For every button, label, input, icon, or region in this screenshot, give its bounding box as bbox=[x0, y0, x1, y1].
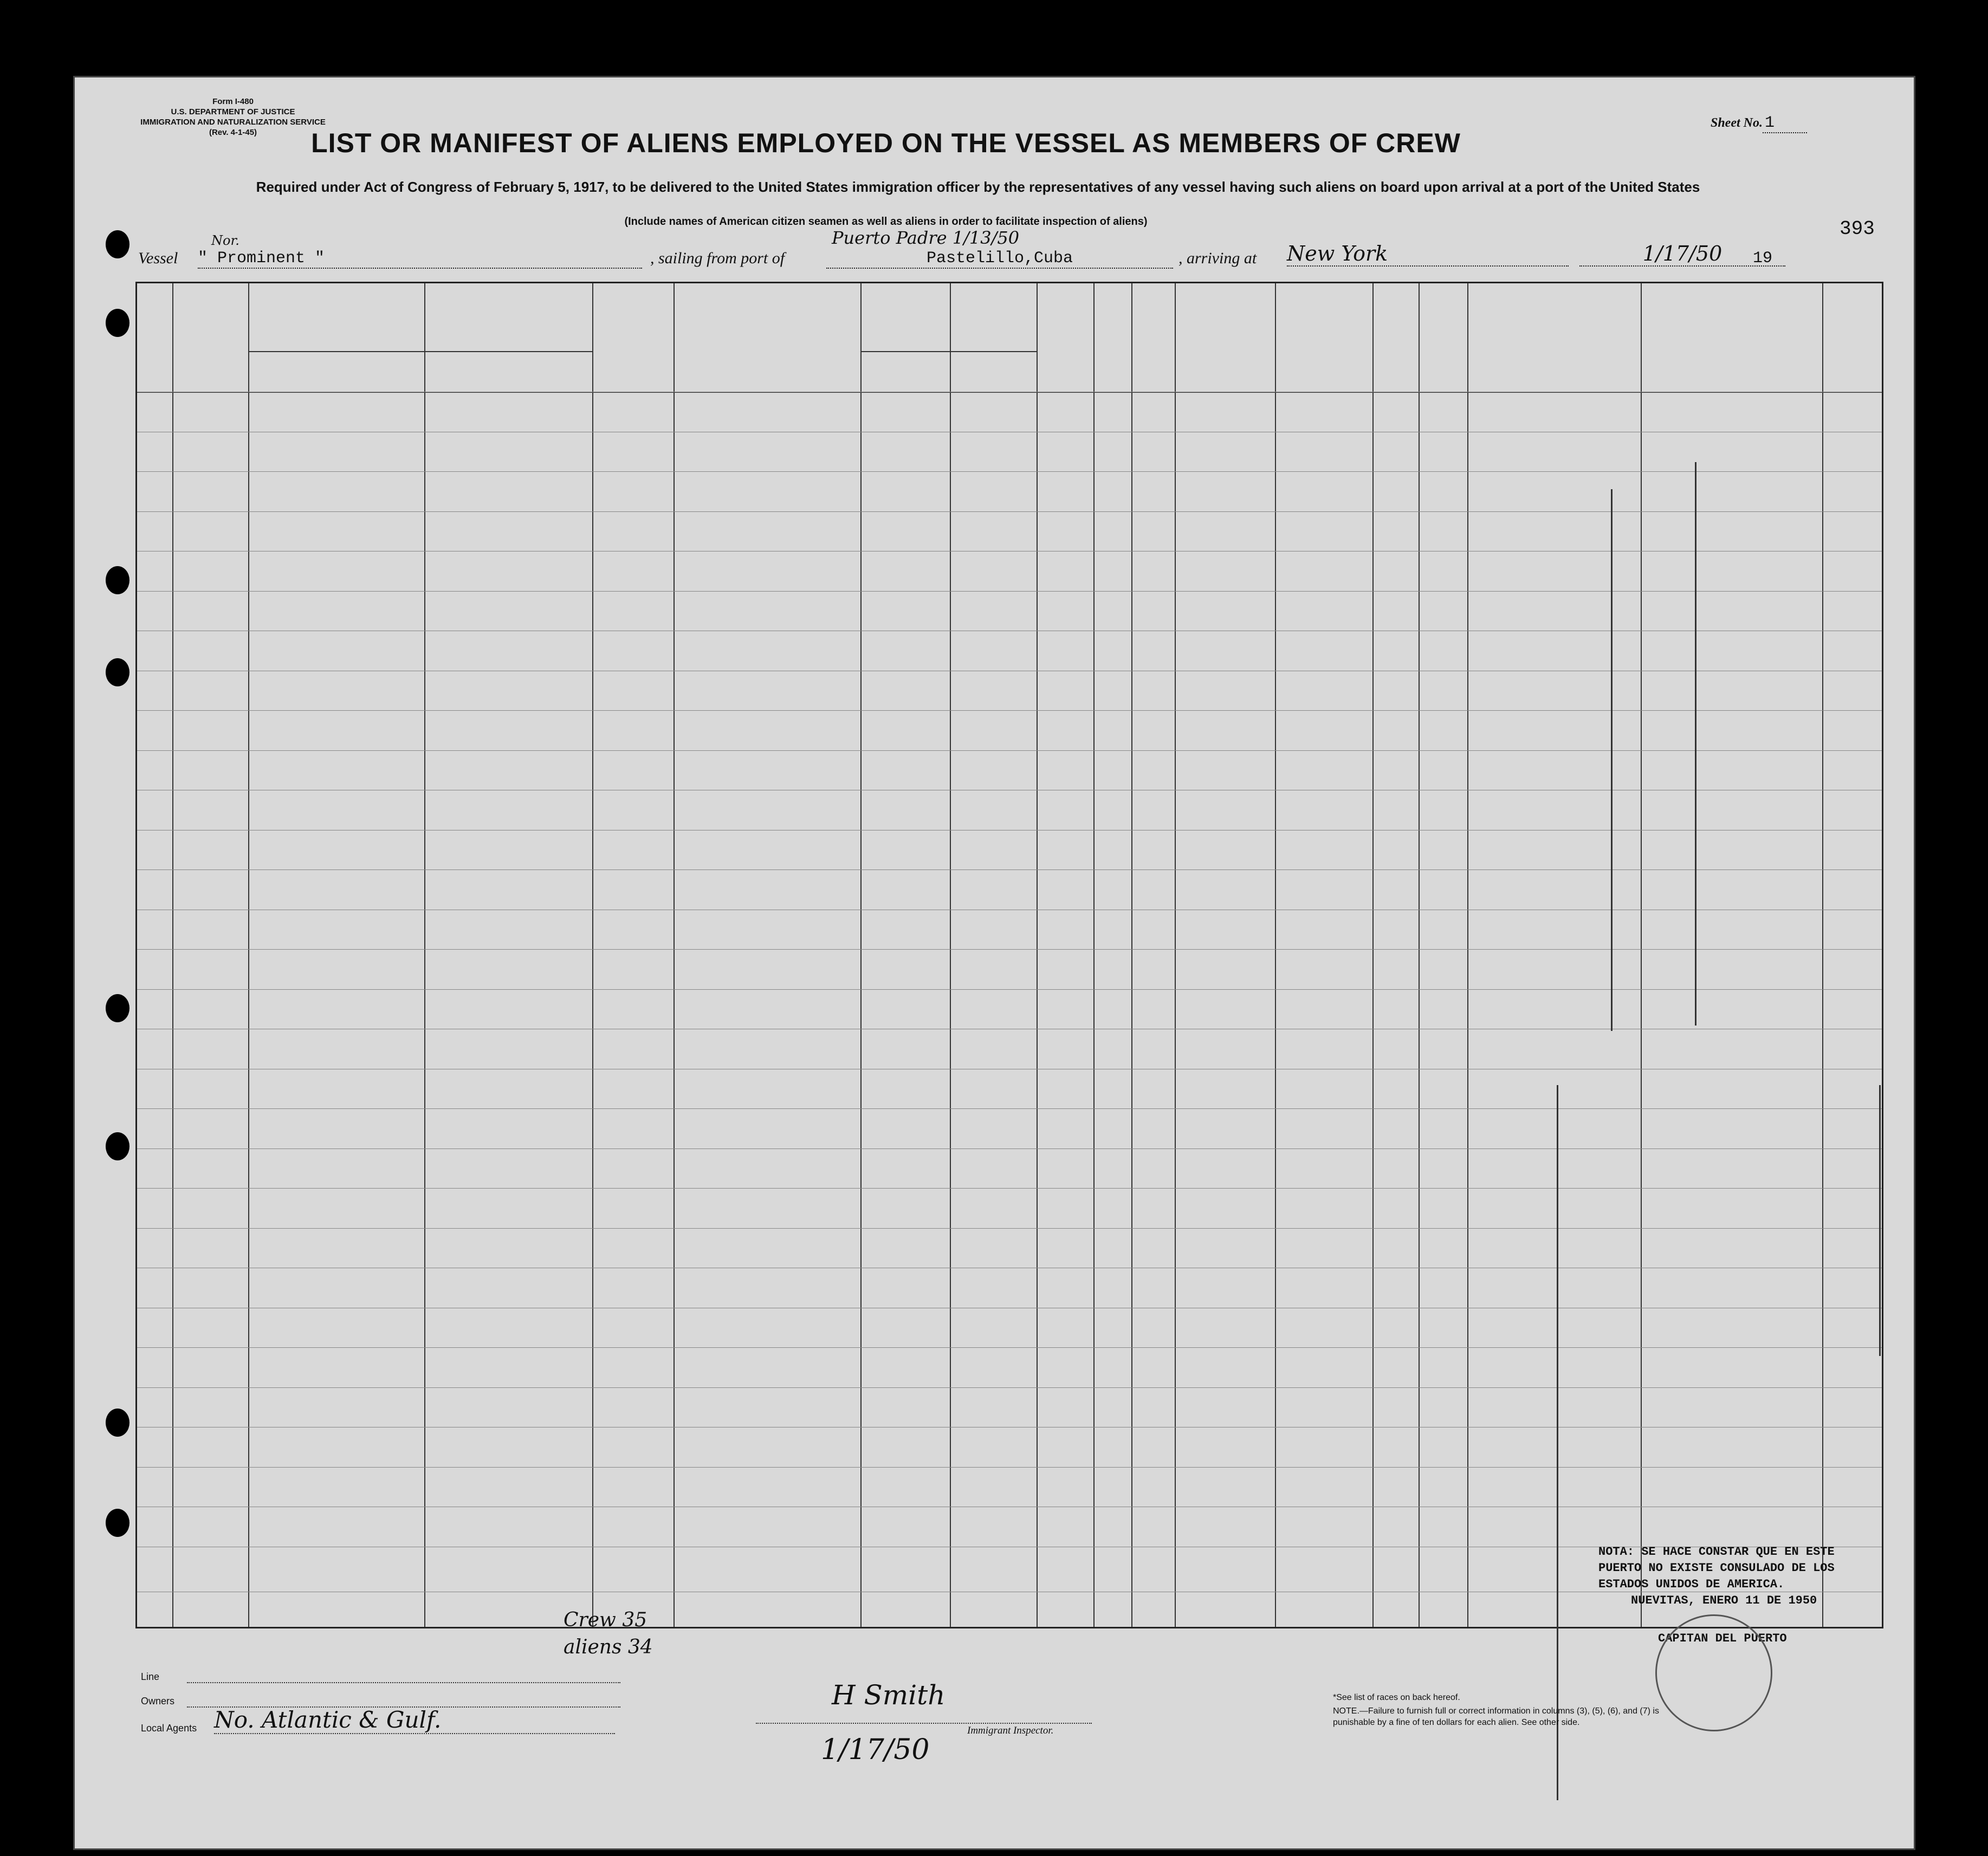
row-rule bbox=[137, 869, 1882, 870]
nota-line-5: CAPITAN DEL PUERTO bbox=[1658, 1632, 1787, 1645]
punch-hole bbox=[106, 1509, 129, 1537]
page-subtitle: Required under Act of Congress of February 5, 1917, to be delivered to the United States immigration officer by the representatives of any vessel having such aliens on board upon arrival at a port of the United States bbox=[256, 179, 1700, 195]
vessel-line bbox=[138, 228, 1872, 274]
row-rule bbox=[137, 1347, 1882, 1348]
service-name: IMMIGRATION AND NATURALIZATION SERVICE bbox=[140, 118, 326, 127]
remarks-bracket-line bbox=[1611, 489, 1613, 1031]
row-rule bbox=[137, 1108, 1882, 1109]
manifest-page bbox=[73, 76, 1915, 1850]
sheet-number bbox=[1711, 114, 1807, 132]
column-divider bbox=[1093, 283, 1095, 1627]
punch-hole bbox=[106, 1132, 129, 1160]
inspector-signature: H Smith bbox=[832, 1679, 946, 1711]
column-divider bbox=[1372, 283, 1374, 1627]
nota-line-3: ESTADOS UNIDOS DE AMERICA. bbox=[1598, 1578, 1785, 1591]
inspector-label: Immigrant Inspector. bbox=[967, 1725, 1054, 1736]
row-rule bbox=[137, 1228, 1882, 1229]
form-revision: (Rev. 4-1-45) bbox=[209, 128, 257, 137]
port-handwritten: Puerto Padre 1/13/50 bbox=[832, 228, 1020, 248]
row-rule bbox=[137, 949, 1882, 950]
agents-label: Local Agents bbox=[141, 1723, 197, 1734]
punch-hole bbox=[106, 1409, 129, 1437]
column-divider bbox=[860, 283, 862, 1627]
remarks-bracket-line bbox=[1557, 1085, 1558, 1800]
fine-note: NOTE.—Failure to furnish full or correct information in columns (3), (5), (6), and (7) is punishable by a fine of ten dollars for each alien. See other side. bbox=[1333, 1706, 1659, 1727]
nota-line-4: NUEVITAS, ENERO 11 DE 1950 bbox=[1631, 1594, 1817, 1607]
column-divider bbox=[1131, 283, 1132, 1627]
row-rule bbox=[137, 1387, 1882, 1388]
column-divider bbox=[248, 283, 249, 1627]
subheader-divider bbox=[860, 351, 1037, 352]
punch-hole bbox=[106, 658, 129, 686]
column-divider bbox=[1175, 283, 1176, 1627]
sheet-value: 1 bbox=[1763, 114, 1807, 133]
column-divider bbox=[592, 283, 593, 1627]
vessel-name: " Prominent " bbox=[198, 249, 642, 269]
vessel-annotation: Nor. bbox=[211, 233, 239, 248]
row-rule bbox=[137, 1148, 1882, 1149]
row-rule bbox=[137, 511, 1882, 512]
punch-hole bbox=[106, 566, 129, 594]
column-divider bbox=[172, 283, 173, 1627]
row-rule bbox=[137, 1467, 1882, 1468]
nota-line-2: PUERTO NO EXISTE CONSULADO DE LOS bbox=[1598, 1561, 1835, 1575]
nota-line-1: NOTA: SE HACE CONSTAR QUE EN ESTE bbox=[1598, 1545, 1835, 1559]
form-number: Form I-480 bbox=[212, 97, 254, 106]
port-typed: Pastelillo,Cuba bbox=[826, 249, 1173, 269]
inspector-date: 1/17/50 bbox=[821, 1734, 930, 1766]
inspector-rule bbox=[756, 1723, 1092, 1724]
column-divider bbox=[674, 283, 675, 1627]
line-rule bbox=[187, 1682, 620, 1683]
column-divider bbox=[950, 283, 951, 1627]
row-rule bbox=[137, 591, 1882, 592]
punch-hole bbox=[106, 994, 129, 1022]
owners-label: Owners bbox=[141, 1696, 175, 1706]
subheader-divider bbox=[248, 351, 592, 352]
arriving-label: , arriving at bbox=[1178, 249, 1257, 267]
page-title: LIST OR MANIFEST OF ALIENS EMPLOYED ON THE VESSEL AS MEMBERS OF CREW bbox=[311, 128, 1461, 158]
races-note: *See list of races on back hereof. bbox=[1333, 1693, 1460, 1702]
column-divider bbox=[1822, 283, 1823, 1627]
row-rule bbox=[137, 989, 1882, 990]
punch-hole bbox=[106, 230, 129, 258]
line-label: Line bbox=[141, 1671, 160, 1682]
arriving-port: New York bbox=[1287, 242, 1569, 267]
column-divider bbox=[1467, 283, 1468, 1627]
department: U.S. DEPARTMENT OF JUSTICE bbox=[171, 107, 295, 116]
remarks-bracket-line bbox=[1879, 1085, 1881, 1356]
year-prefix: 19 bbox=[1753, 249, 1773, 268]
crew-table bbox=[135, 282, 1883, 1628]
sheet-label: Sheet No. bbox=[1710, 116, 1763, 130]
agents-value: No. Atlantic & Gulf. bbox=[214, 1706, 615, 1734]
include-note: (Include names of American citizen seamen as well as aliens in order to facilitate inspection of aliens) bbox=[624, 216, 1148, 228]
aliens-count: aliens 34 bbox=[564, 1636, 653, 1658]
column-divider bbox=[1275, 283, 1276, 1627]
remarks-bracket-line bbox=[1695, 462, 1696, 1026]
column-divider bbox=[1419, 283, 1420, 1627]
column-divider bbox=[1641, 283, 1642, 1627]
punch-hole bbox=[106, 309, 129, 337]
row-rule bbox=[137, 471, 1882, 472]
vessel-label: Vessel bbox=[138, 249, 178, 267]
row-rule bbox=[137, 710, 1882, 711]
sailing-label: , sailing from port of bbox=[650, 249, 785, 267]
row-rule bbox=[137, 750, 1882, 751]
arrival-date: 1/17/50 bbox=[1579, 242, 1785, 267]
row-rule bbox=[137, 1188, 1882, 1189]
column-divider bbox=[1037, 283, 1038, 1627]
page-number: 393 bbox=[1840, 218, 1875, 240]
crew-count: Crew 35 bbox=[564, 1609, 647, 1631]
